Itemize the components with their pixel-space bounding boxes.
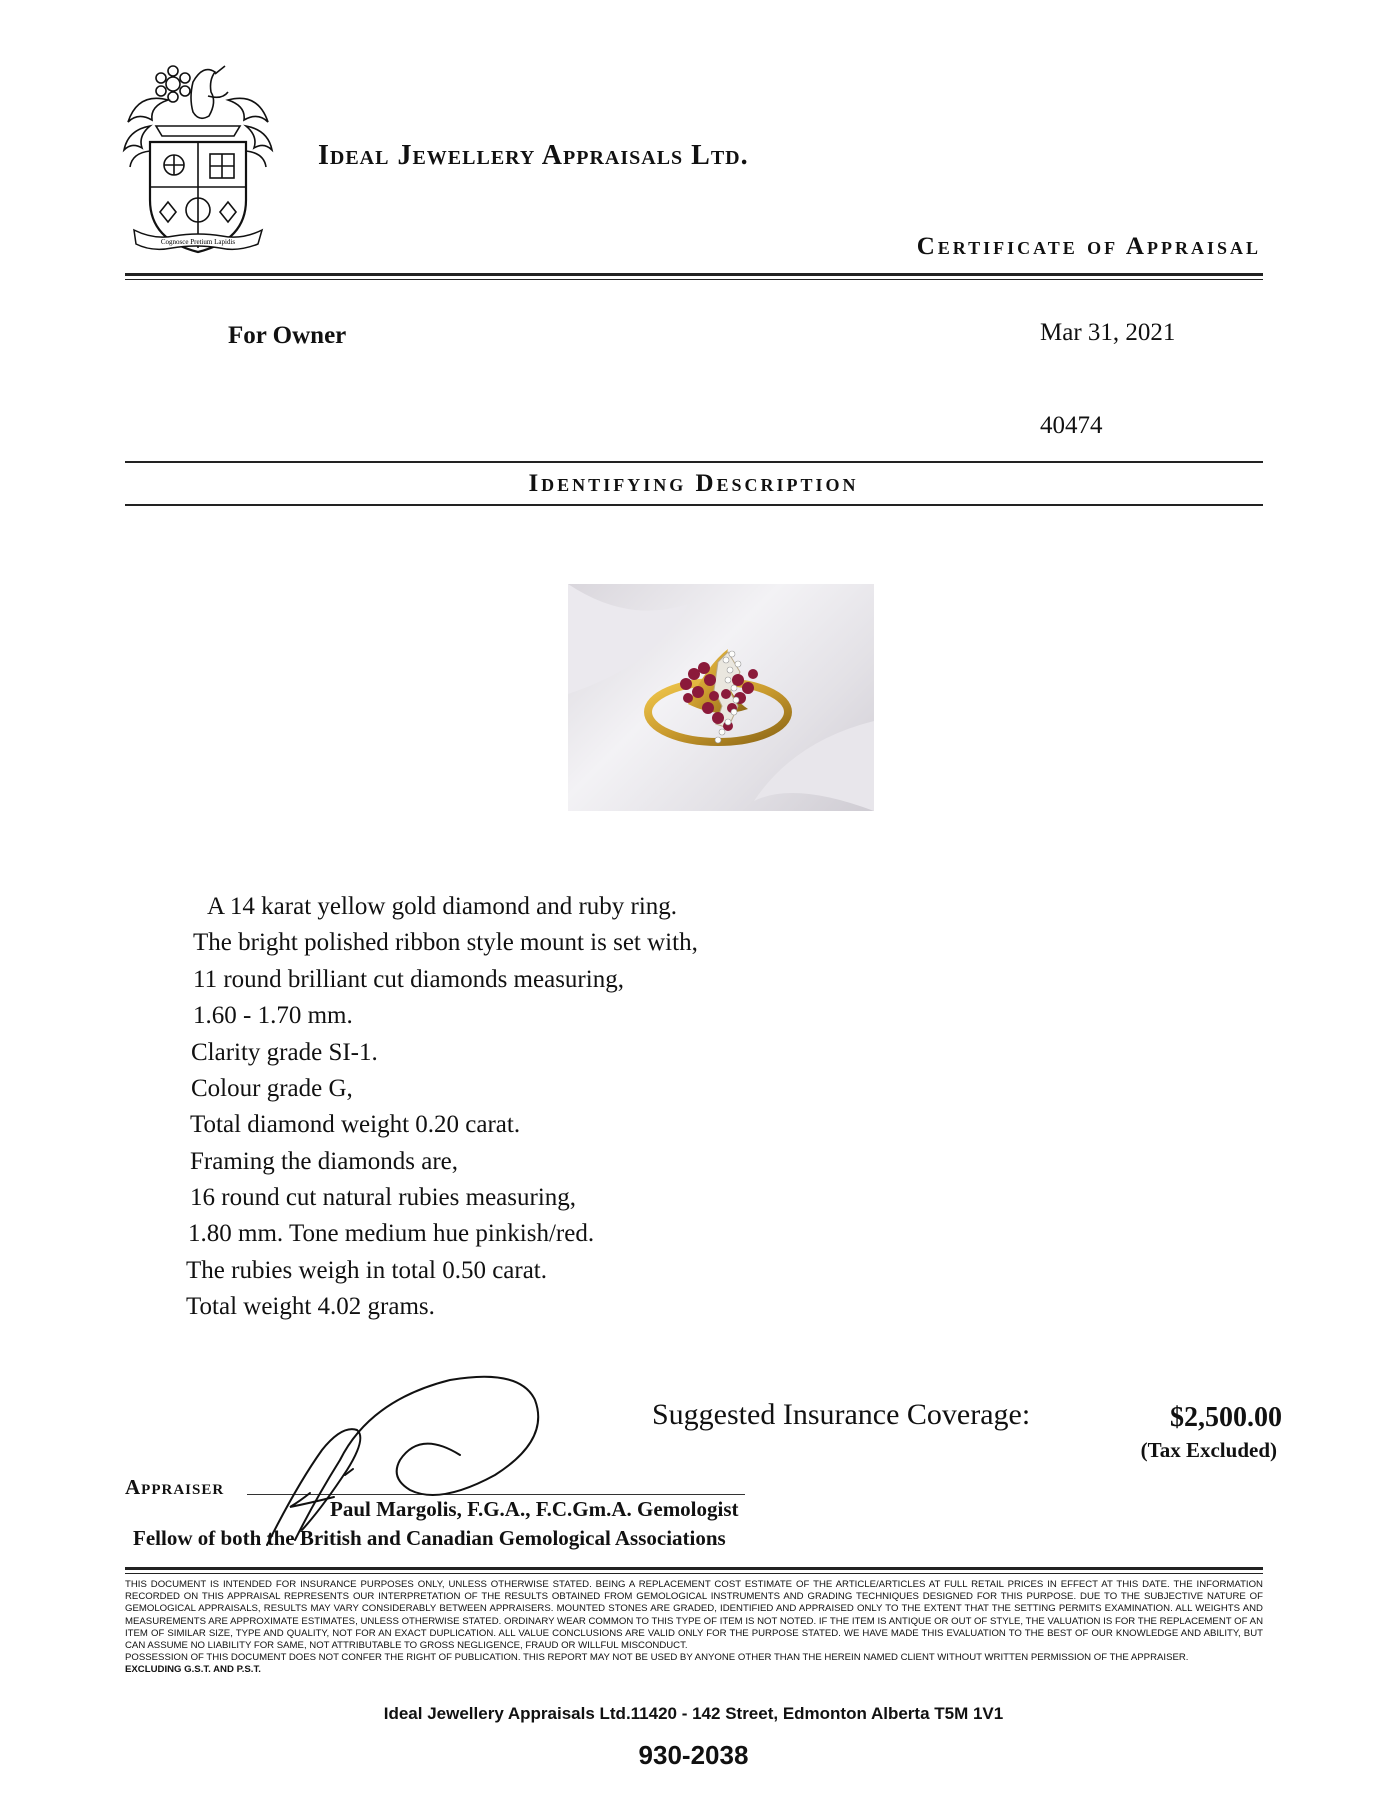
footer-address: Ideal Jewellery Appraisals Ltd.11420 - 142 Street, Edmonton Alberta T5M 1V1 — [383, 1704, 1004, 1723]
certificate-title: Certificate of Appraisal — [916, 233, 1261, 260]
ring-photo — [568, 584, 874, 811]
company-name: Ideal Jewellery Appraisals Ltd. — [318, 140, 749, 171]
description-line: The bright polished ribbon style mount is set with, — [193, 929, 698, 956]
section-title: Identifying Description — [528, 470, 859, 497]
description-line: Total weight 4.02 grams. — [186, 1293, 435, 1320]
tax-note: (Tax Excluded) — [1140, 1438, 1277, 1462]
section-rule-bottom — [125, 504, 1263, 506]
appraiser-label: Appraiser — [125, 1475, 225, 1499]
coat-of-arms-logo — [118, 62, 278, 262]
description-line: 1.60 - 1.70 mm. — [193, 1002, 353, 1029]
description-line: 1.80 mm. Tone medium hue pinkish/red. — [188, 1220, 595, 1247]
coverage-amount: $2,500.00 — [1170, 1402, 1282, 1433]
appraiser-name: Paul Margolis, F.G.A., F.C.Gm.A. Gemologist — [330, 1497, 739, 1521]
description-line: 16 round cut natural rubies measuring, — [190, 1184, 577, 1211]
description-line: A 14 karat yellow gold diamond and ruby ring. — [207, 893, 678, 920]
description-line: The rubies weigh in total 0.50 carat. — [186, 1257, 547, 1284]
crest-motto: Cognosce Pretium Lapidis — [160, 238, 236, 246]
disclaimer — [125, 1579, 1263, 1677]
appraiser-fellowship: Fellow of both the British and Canadian Gemological Associations — [133, 1526, 726, 1550]
appraisal-date: Mar 31, 2021 — [1040, 319, 1176, 346]
description-line: 11 round brilliant cut diamonds measuring, — [193, 966, 624, 993]
description-line: Colour grade G, — [191, 1075, 353, 1102]
footer-rule-thick — [125, 1567, 1263, 1570]
header-rule-thick — [125, 273, 1263, 276]
description-line: Total diamond weight 0.20 carat. — [190, 1111, 521, 1138]
header-rule-thin — [125, 279, 1263, 280]
section-rule-top — [125, 461, 1263, 463]
disclaimer-tax: EXCLUDING G.S.T. AND P.S.T. — [125, 1664, 261, 1676]
description-line: Clarity grade SI-1. — [191, 1039, 378, 1066]
coverage-label: Suggested Insurance Coverage: — [652, 1398, 1031, 1431]
certificate-number: 40474 — [1040, 412, 1103, 439]
disclaimer-body: THIS DOCUMENT IS INTENDED FOR INSURANCE PURPOSES ONLY, UNLESS OTHERWISE STATED. BEING A REPLACEMENT COST ESTIMATE OF THE ARTICLE/ARTICLES AT FULL RETAIL PRICES IN EFFECT AT THIS DATE. THE INFORMATION RECORDED ON THIS APPRAISAL REPRESENTS OUR INTERPRETATION OF THE RESULTS OBTAINED FROM GEMOLOGICAL INSTRUMENTS AND GRADING TECHNIQUES DESIGNED FOR THIS PURPOSE. DUE TO THE SUBJECTIVE NATURE OF GEMOLOGICAL APPRAISALS, RESULTS MAY VARY CONSIDERABLY BETWEEN APPRAISERS. MOUNTED STONES ARE GRADED, IDENTIFIED AND APPRAISED ONLY TO THE EXTENT THAT THE SETTING PERMITS EXAMINATION. ALL WEIGHTS AND MEASUREMENTS ARE APPROXIMATE ESTIMATES, UNLESS OTHERWISE STATED. ORDINARY WEAR COMMON TO THIS TYPE OF ITEM IS NOT NOTED. IF THE ITEM IS ANTIQUE OR OUT OF STYLE, THE VALUATION IS FOR THE REPLACEMENT OF AN ITEM OF SIMILAR SIZE, TYPE AND QUALITY, NOT FOR AN EXACT DUPLICATION. ALL VALUE CONCLUSIONS ARE VALID ONLY FOR THE PURPOSE STATED. WE HAVE MADE THIS EVALUATION TO THE BEST OF OUR KNOWLEDGE AND ABILITY, BUT CAN ASSUME NO LIABILITY FOR SAME, NOT ATTRIBUTABLE TO GROSS NEGLIGENCE, FRAUD OR WILLFUL MISCONDUCT. — [125, 1579, 1263, 1652]
footer-rule-thin — [125, 1573, 1263, 1574]
owner-label: For Owner — [228, 322, 347, 349]
disclaimer-publication: POSSESSION OF THIS DOCUMENT DOES NOT CONFER THE RIGHT OF PUBLICATION. THIS REPORT MAY NOT BE USED BY ANYONE OTHER THAN THE HEREIN NAMED CLIENT WITHOUT WRITTEN PERMISSION OF THE APPRAISER. — [125, 1652, 1189, 1664]
footer-phone: 930-2038 — [638, 1740, 749, 1770]
description-line: Framing the diamonds are, — [190, 1148, 458, 1175]
